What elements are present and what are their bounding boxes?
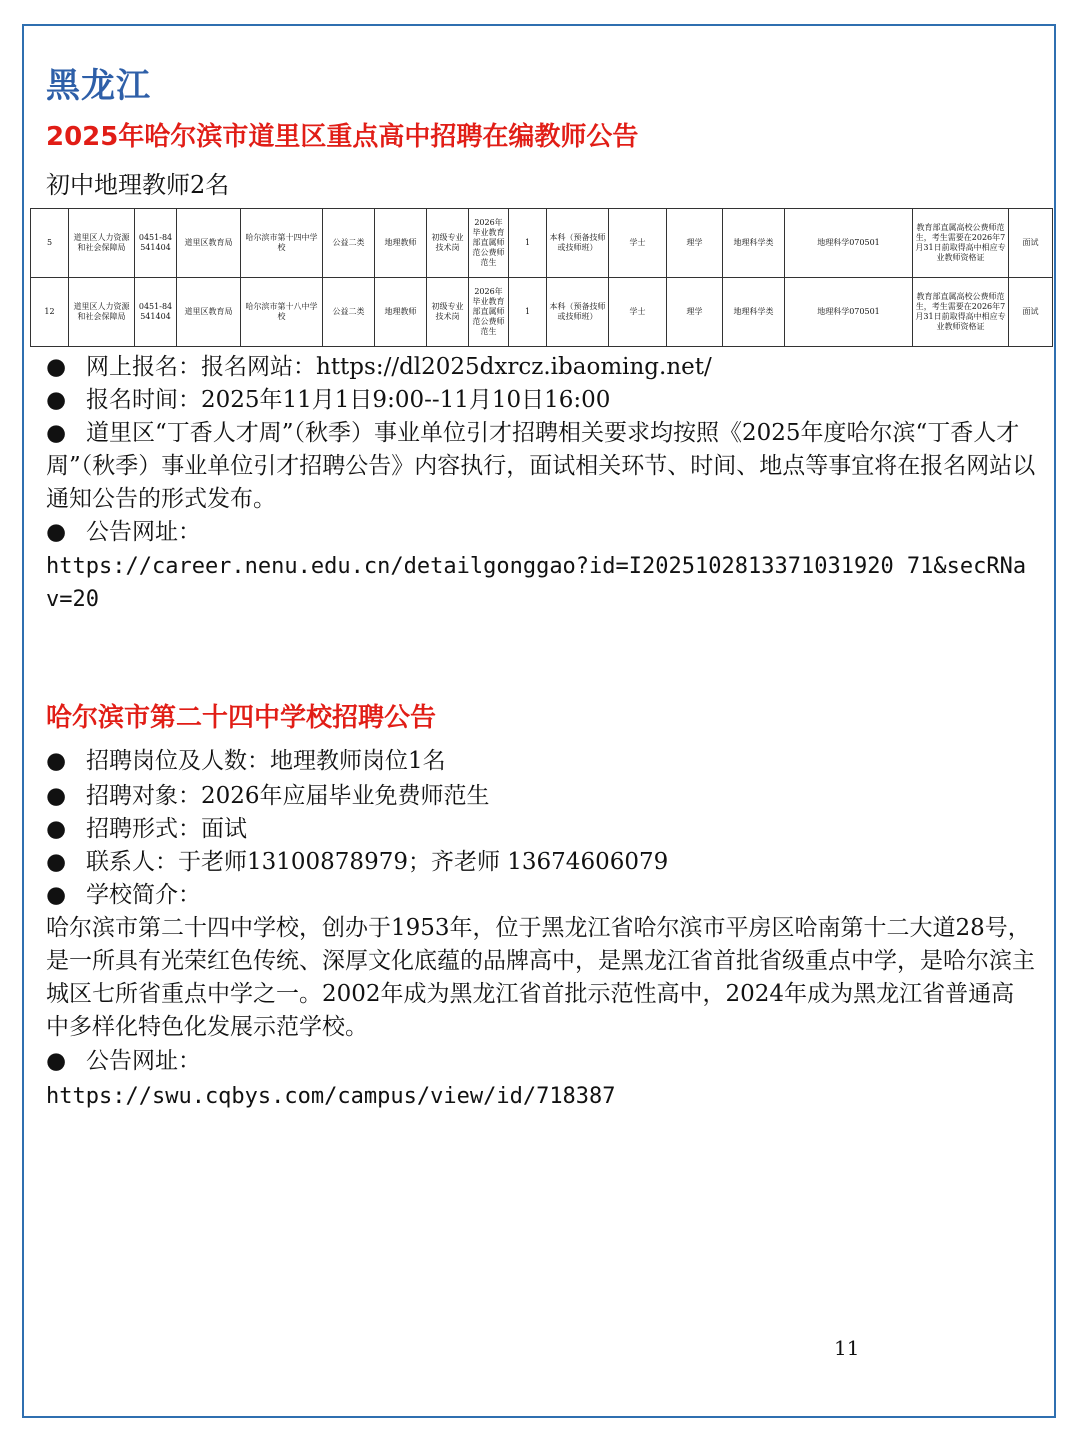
table-cell: 理学	[667, 278, 723, 347]
contact-text: 联系人：于老师13100878979；齐老师 13674606079	[86, 849, 669, 875]
table-cell: 地理科学类	[723, 278, 785, 347]
notice-bullet-2	[46, 1045, 201, 1078]
table-cell: 初级专业技术岗	[427, 278, 469, 347]
table-cell: 道里区人力资源和社会保障局	[69, 209, 135, 278]
form-text: 招聘形式：面试	[86, 816, 247, 842]
table-cell: 地理科学070501	[785, 278, 913, 347]
table-cell: 2026年毕业教育部直属师范公费师范生	[469, 209, 509, 278]
table-cell: 道里区人力资源和社会保障局	[69, 278, 135, 347]
bullet-icon: ●	[46, 519, 67, 545]
table-cell: 教育部直属高校公费师范生，考生需要在2026年7月31日前取得高中相应专业教师资格证	[913, 209, 1009, 278]
table-row	[31, 209, 1053, 278]
notice-url-1[interactable]: https://career.nenu.edu.cn/detailgonggao?id=I2025102813371031920 71&secRNav=20	[46, 554, 1027, 612]
signup-text[interactable]: 网上报名：报名网站：https://dl2025dxrcz.ibaoming.net/	[86, 354, 712, 380]
table-cell: 12	[31, 278, 69, 347]
table-cell: 地理教师	[375, 278, 427, 347]
table-cell: 道里区教育局	[177, 209, 241, 278]
notice-label-1: 公告网址：	[86, 519, 201, 545]
notice-url-2[interactable]: https://swu.cqbys.com/campus/view/id/718387	[46, 1084, 616, 1109]
table-cell: 初级专业技术岗	[427, 209, 469, 278]
table-cell: 哈尔滨市第十八中学校	[241, 278, 323, 347]
time-bullet	[46, 384, 610, 417]
section2-title: 哈尔滨市第二十四中学校招聘公告	[46, 703, 437, 733]
table-cell: 5	[31, 209, 69, 278]
time-text: 报名时间：2025年11月1日9:00--11月10日16:00	[86, 387, 611, 413]
table-cell: 面试	[1009, 209, 1053, 278]
target-bullet	[46, 780, 490, 813]
table-cell: 公益二类	[323, 278, 375, 347]
table-cell: 0451-84541404	[135, 278, 177, 347]
table-cell: 公益二类	[323, 209, 375, 278]
bullet-icon: ●	[46, 882, 67, 908]
page-number: 11	[834, 1336, 860, 1360]
intro-label: 学校简介：	[86, 882, 201, 908]
position-bullet	[46, 745, 446, 778]
table-cell: 2026年毕业教育部直属师范公费师范生	[469, 278, 509, 347]
section1-title: 2025年哈尔滨市道里区重点高中招聘在编教师公告	[46, 122, 639, 152]
table-cell: 1	[509, 209, 547, 278]
table-cell: 道里区教育局	[177, 278, 241, 347]
contact-bullet	[46, 846, 668, 879]
bullet-icon: ●	[46, 387, 67, 413]
bullet-icon: ●	[46, 1048, 67, 1074]
bullet-icon: ●	[46, 816, 67, 842]
table-row	[31, 278, 1053, 347]
bullet-icon: ●	[46, 420, 67, 446]
region-title: 黑龙江	[46, 66, 151, 106]
table-cell: 面试	[1009, 278, 1053, 347]
policy-text: 道里区“丁香人才周”（秋季）事业单位引才招聘相关要求均按照《2025年度哈尔滨“丁香人才周”（秋季）事业单位引才招聘公告》内容执行，面试相关环节、时间、地点等事宜将在报名网站以通知公告的形式发布。	[46, 420, 1036, 512]
table-cell: 地理科学类	[723, 209, 785, 278]
notice-bullet-1	[46, 516, 201, 549]
table-cell: 1	[509, 278, 547, 347]
school-intro: 哈尔滨市第二十四中学校，创办于1953年，位于黑龙江省哈尔滨市平房区哈南第十二大道28号，是一所具有光荣红色传统、深厚文化底蕴的品牌高中，是黑龙江省首批省级重点中学，是哈尔滨主城区七所省重点中学之一。2002年成为黑龙江省首批示范性高中，2024年成为黑龙江省普通高中多样化特色化发展示范学校。	[46, 915, 1035, 1040]
bullet-icon: ●	[46, 748, 67, 774]
table-cell: 学士	[609, 278, 667, 347]
table-cell: 教育部直属高校公费师范生，考生需要在2026年7月31日前取得高中相应专业教师资格证	[913, 278, 1009, 347]
intro-bullet	[46, 879, 201, 912]
table-cell: 学士	[609, 209, 667, 278]
table-cell: 哈尔滨市第十四中学校	[241, 209, 323, 278]
section1-subtitle: 初中地理教师2名	[46, 171, 230, 199]
table-cell: 0451-84541404	[135, 209, 177, 278]
notice-label-2: 公告网址：	[86, 1048, 201, 1074]
table-cell: 本科（预备技师或技师班）	[547, 209, 609, 278]
bullet-icon: ●	[46, 783, 67, 809]
bullet-icon: ●	[46, 354, 67, 380]
table-cell: 地理科学070501	[785, 209, 913, 278]
position-text: 招聘岗位及人数：地理教师岗位1名	[86, 748, 446, 774]
signup-bullet	[46, 351, 712, 384]
table-cell: 本科（预备技师或技师班）	[547, 278, 609, 347]
target-text: 招聘对象：2026年应届毕业免费师范生	[86, 783, 490, 809]
table-cell: 地理教师	[375, 209, 427, 278]
policy-bullet	[46, 417, 1036, 516]
table-cell: 理学	[667, 209, 723, 278]
position-table	[30, 208, 1053, 347]
bullet-icon: ●	[46, 849, 67, 875]
form-bullet	[46, 813, 247, 846]
